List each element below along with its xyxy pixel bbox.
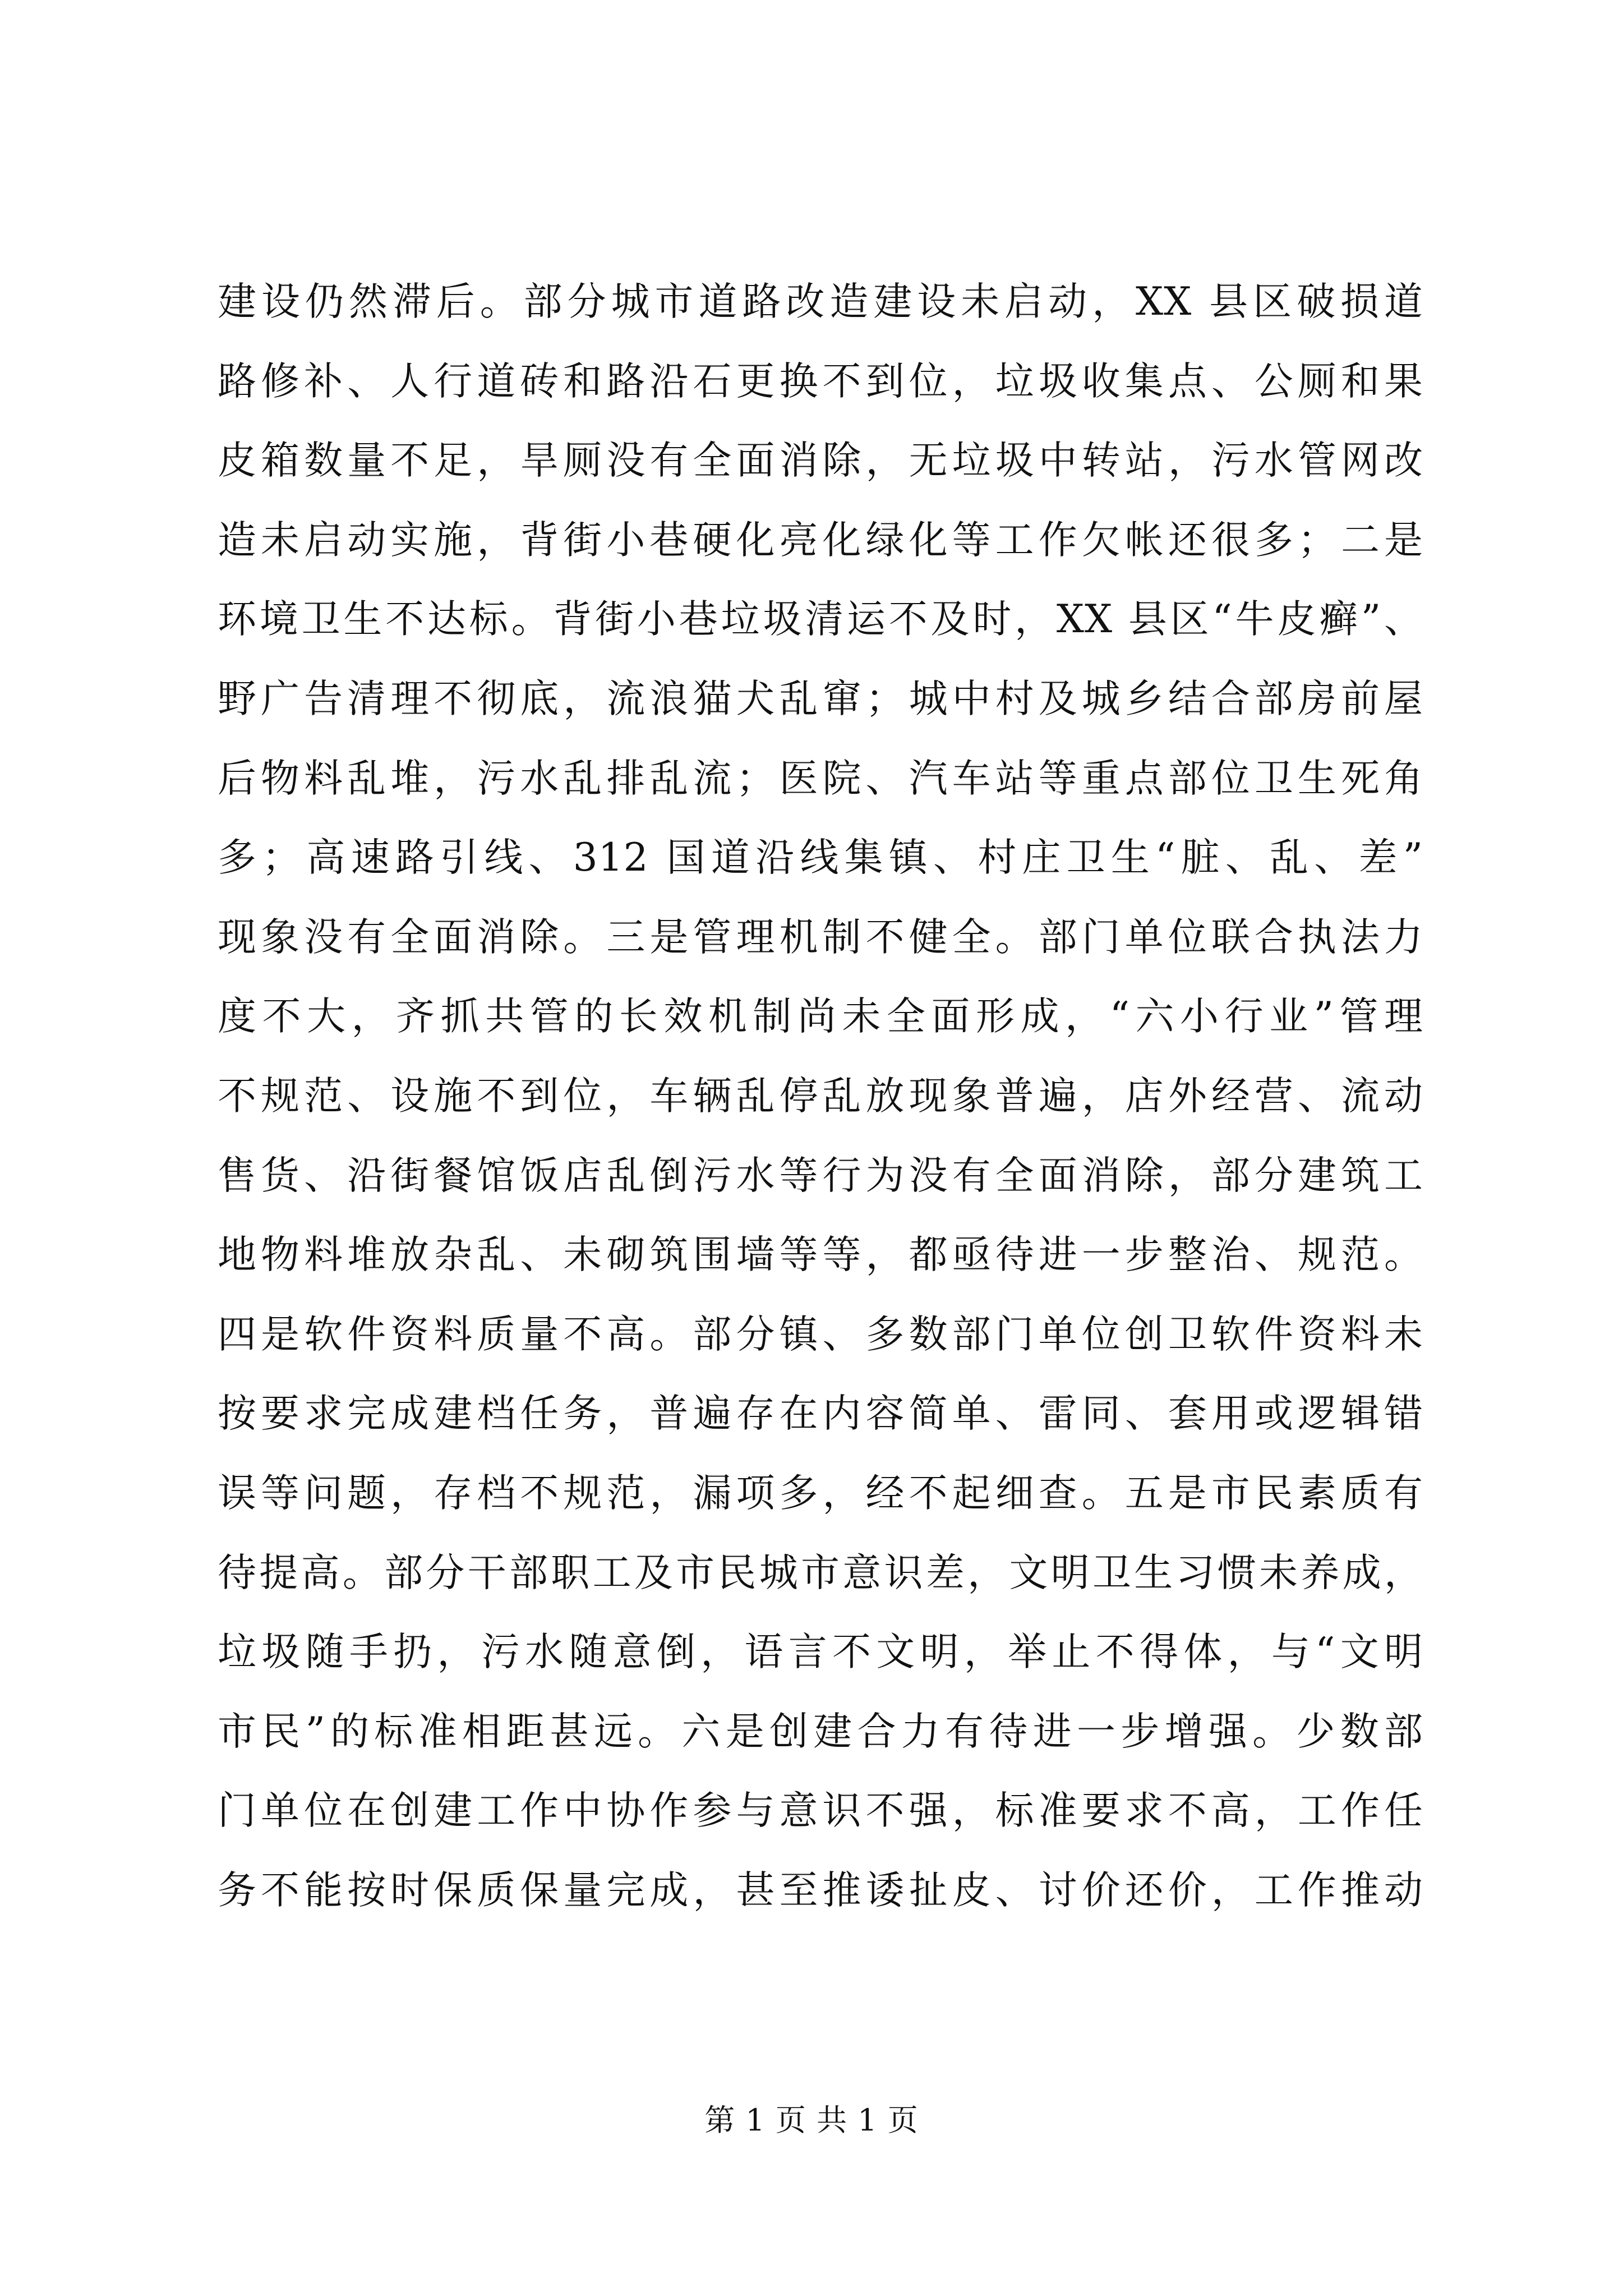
text-line-10: 度不大，齐抓共管的长效机制尚未全面形成，“六小行业”管理 [218, 994, 1423, 1039]
text-line-7: 后物料乱堆，污水乱排乱流；医院、汽车站等重点部位卫生死角 [218, 756, 1423, 801]
text-line-8: 多；高速路引线、312 国道沿线集镇、村庄卫生“脏、乱、差” [218, 835, 1423, 881]
text-line-21: 务不能按时保质保量完成，甚至推诿扯皮、讨价还价，工作推动 [218, 1867, 1423, 1913]
text-line-16: 误等问题，存档不规范，漏项多，经不起细查。五是市民素质有 [218, 1470, 1423, 1516]
text-line-17: 待提高。部分干部职工及市民城市意识差，文明卫生习惯未养成， [218, 1550, 1423, 1595]
text-line-11: 不规范、设施不到位，车辆乱停乱放现象普遍，店外经营、流动 [218, 1073, 1423, 1119]
text-line-19: 市民”的标准相距甚远。六是创建合力有待进一步增强。少数部 [218, 1709, 1423, 1754]
text-line-13: 地物料堆放杂乱、未砌筑围墙等等，都亟待进一步整治、规范。 [218, 1232, 1423, 1278]
text-line-4: 造未启动实施，背街小巷硬化亮化绿化等工作欠帐还很多；二是 [218, 517, 1423, 563]
text-line-6: 野广告清理不彻底，流浪猫犬乱窜；城中村及城乡结合部房前屋 [218, 676, 1423, 721]
text-line-1: 建设仍然滞后。部分城市道路改造建设未启动，XX 县区破损道 [218, 279, 1423, 324]
body-paragraph [218, 263, 1423, 1930]
text-line-3: 皮箱数量不足，旱厕没有全面消除，无垃圾中转站，污水管网改 [218, 438, 1423, 484]
text-line-14: 四是软件资料质量不高。部分镇、多数部门单位创卫软件资料未 [218, 1312, 1423, 1357]
page-footer: 第 1 页 共 1 页 [704, 2102, 919, 2138]
text-line-12: 售货、沿街餐馆饭店乱倒污水等行为没有全面消除，部分建筑工 [218, 1153, 1423, 1198]
text-line-15: 按要求完成建档任务，普遍存在内容简单、雷同、套用或逻辑错 [218, 1391, 1423, 1437]
text-line-2: 路修补、人行道砖和路沿石更换不到位，垃圾收集点、公厕和果 [218, 358, 1423, 404]
text-line-18: 垃圾随手扔，污水随意倒，语言不文明，举止不得体，与“文明 [218, 1630, 1423, 1675]
text-line-9: 现象没有全面消除。三是管理机制不健全。部门单位联合执法力 [218, 914, 1423, 960]
text-line-20: 门单位在创建工作中协作参与意识不强，标准要求不高，工作任 [218, 1788, 1423, 1834]
text-line-5: 环境卫生不达标。背街小巷垃圾清运不及时，XX 县区“牛皮癣”、 [218, 597, 1423, 642]
